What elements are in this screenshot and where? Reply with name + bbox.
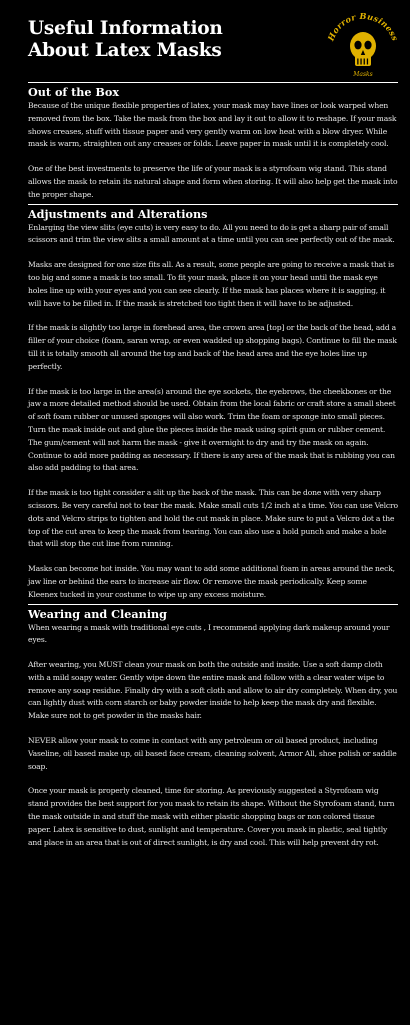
paragraph: After wearing, you MUST clean your mask on both the outside and inside. Use a soft damp cloth with a mild soapy water. Gently wipe down the entire mask and follow with a clear water wipe to remove any soap residue. Finally dry with a soft cloth and allow to air dry completely. When dry, you can lightly dust with corn starch or baby powder inside to help keep the mask dry and flexible. Make sure not to get powder in the masks hair. (28, 660, 398, 721)
paragraph: One of the best investments to preserve the life of your mask is a styrofoam wig stand. This stand allows the mask to retain its natural shape and form when storing. It will also help get the mask into the proper shape. (28, 164, 398, 199)
paragraph: Because of the unique flexible properties of latex, your mask may have lines or look warped when removed from the box. Take the mask from the box and lay it out to allow it to reshape. If your mask shows creases, stuff with tissue paper and very gently warm on low heat with a blow dryer. While mask is warm, straighten out any creases or folds. Leave paper in mask until it is completely cool. (28, 101, 397, 149)
page-title-line-1: Useful Information (28, 18, 223, 39)
paragraph: Once your mask is properly cleaned, time for storing. As previously suggested a Styrofoam wig stand provides the best support for you mask to retain its shape. Without the Styrofoam stand, turn the mask outside in and stuff the mask with either plastic shopping bags or non colored tissue paper. Latex is sensitive to dust, sunlight and temperature. Cover you mask in plastic, seal tightly and place in an area that is out of direct sunlight, is dry and cool. This will help prevent dry rot. (28, 786, 395, 847)
paragraph: Masks can become hot inside. You may want to add some additional foam in areas around the neck, jaw line or behind the ears to increase air flow. Or remove the mask periodically. Keep some Kleenex tucked in your costume to wipe up any excess moisture. (28, 564, 395, 599)
section-heading: Wearing and Cleaning (28, 604, 398, 621)
logo-arc-text: Horror Business (325, 10, 401, 43)
section-out-of-the-box (28, 82, 398, 202)
section-wearing-and-cleaning (28, 604, 398, 850)
section-heading: Adjustments and Alterations (28, 204, 398, 221)
paragraph: Enlarging the view slits (eye cuts) is very easy to do. All you need to do is get a sharp pair of small scissors and trim the view slits a small amount at a time until you can see perfectly out of the mask. (28, 222, 395, 245)
page-title-line-2: About Latex Masks (28, 40, 222, 61)
paragraph: If the mask is slightly too large in forehead area, the crown area [top] or the back of the head, add a filler of your choice (foam, saran wrap, or even wadded up shopping bags). Continue to fill the mask till it is totally smooth all around the top and back of the head area and the eye holes line up perfectly. (28, 323, 397, 371)
paragraph: Masks are designed for one size fits all. As a result, some people are going to receive a mask that is too big and some a mask is too small. To fit your mask, place it on your head until the mask eye holes line up with your eyes and you can see clearly. If the mask has places where it is sagging, it will have to be filled in. If the mask is stretched too tight then it will have to be adjusted. (28, 260, 395, 308)
page-header (28, 18, 308, 62)
logo-sub-text: Masks (353, 71, 373, 78)
section-adjustments-and-alterations (28, 204, 398, 602)
paragraph: If the mask is too large in the area(s) around the eye sockets, the eyebrows, the cheekbones or the jaw a more detailed method should be used. Obtain from the local fabric or craft store a small sheet of soft foam rubber or unused sponges will also work. Trim the foam or sponge into small pieces. Turn the mask inside out and glue the pieces inside the mask using spirit gum or rubber cement. The gum/cement will not harm the mask - give it overnight to dry and try the mask on again. Continue to add more padding as necessary. If there is any area of the mask that is rubbing you can also add padding to that area. (28, 386, 396, 473)
paragraph: NEVER allow your mask to come in contact with any petroleum or oil based product, including Vaseline, oil based make up, oil based face cream, cleaning solvent, Armor All, shoe polish or saddle soap. (28, 736, 397, 771)
main-content (28, 82, 398, 851)
section-heading: Out of the Box (28, 82, 398, 99)
brand-logo (323, 10, 403, 84)
skull-icon (323, 10, 403, 84)
paragraph: When wearing a mask with traditional eye cuts , I recommend applying dark makeup around your eyes. (28, 622, 390, 645)
paragraph: If the mask is too tight consider a slit up the back of the mask. This can be done with very sharp scissors. Be very careful not to tear the mask. Make small cuts 1/2 inch at a time. You can use Velcro dots and Velcro strips to tighten and hold the cut mask in place. Make sure to put a Velcro dot a the top of the cut area to keep the mask from tearing. You can also use a hold punch and make a hole that will stop the cut line from running. (28, 488, 398, 549)
